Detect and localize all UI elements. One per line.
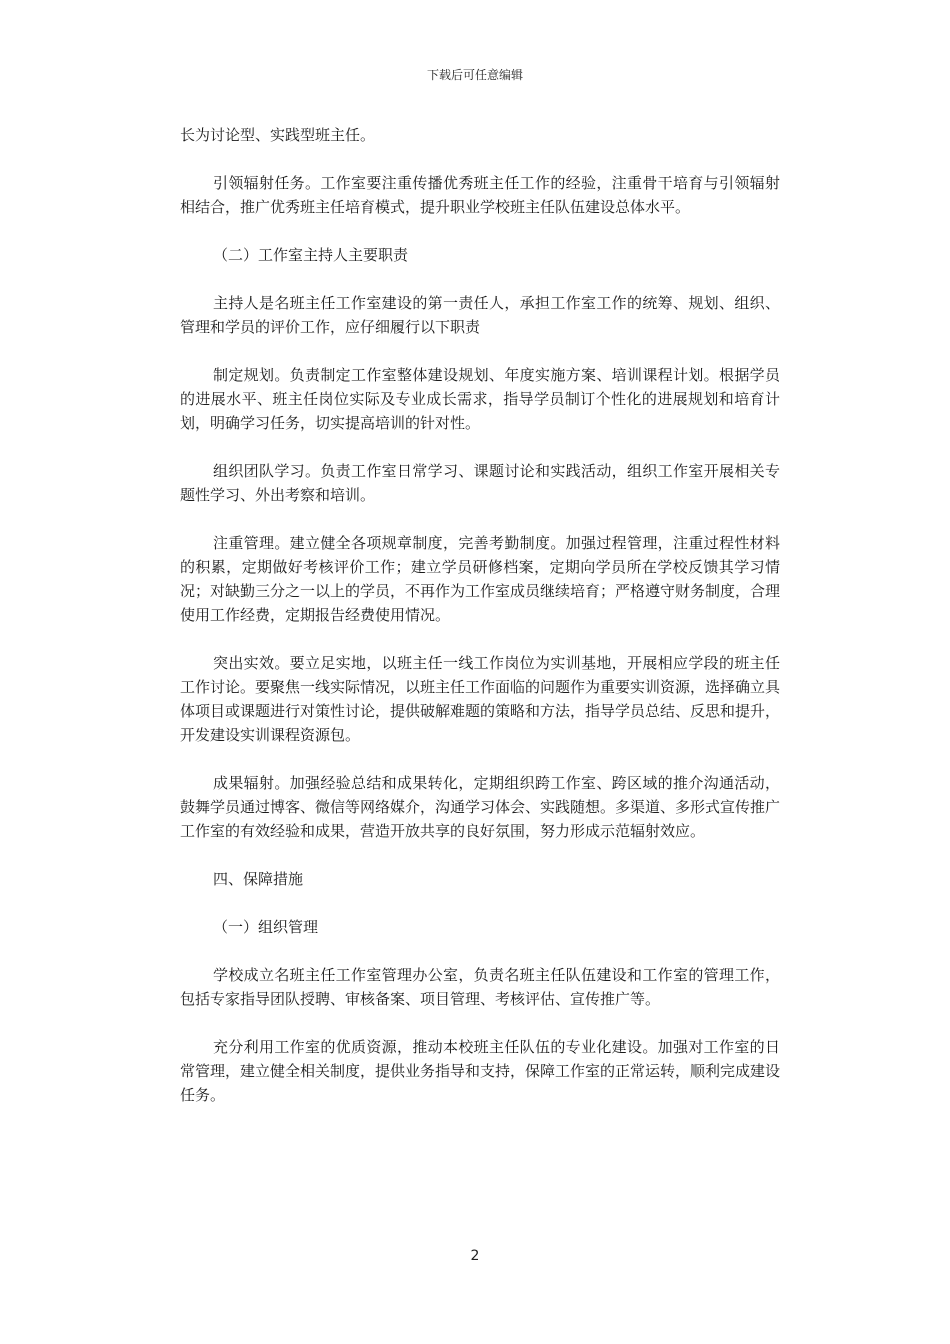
paragraph: 注重管理。建立健全各项规章制度，完善考勤制度。加强过程管理，注重过程性材料的积累，定期做好考核评价工作；建立学员研修档案，定期向学员所在学校反馈其学习情况；对缺勤三分之一以上的学员，不再作为工作室成员继续培育；严格遵守财务制度，合理使用工作经费，定期报告经费使用情况。 xyxy=(180,534,781,624)
paragraph: 学校成立名班主任工作室管理办公室，负责名班主任队伍建设和工作室的管理工作，包括专家指导团队授聘、审核备案、项目管理、考核评估、宣传推广等。 xyxy=(180,966,780,1008)
paragraph: 突出实效。要立足实地，以班主任一线工作岗位为实训基地，开展相应学段的班主任工作讨论。要聚焦一线实际情况，以班主任工作面临的问题作为重要实训资源，选择确立具体项目或课题进行对策性讨论，提供破解难题的策略和方法，指导学员总结、反思和提升，开发建设实训课程资源包。 xyxy=(180,654,781,744)
paragraph: 主持人是名班主任工作室建设的第一责任人，承担工作室工作的统筹、规划、组织、管理和学员的评价工作，应仔细履行以下职责 xyxy=(180,294,780,336)
paragraph: 制定规划。负责制定工作室整体建设规划、年度实施方案、培训课程计划。根据学员的进展水平、班主任岗位实际及专业成长需求，指导学员制订个性化的进展规划和培育计划，明确学习任务，切实提高培训的针对性。 xyxy=(180,366,780,432)
paragraph: 组织团队学习。负责工作室日常学习、课题讨论和实践活动，组织工作室开展相关专题性学习、外出考察和培训。 xyxy=(180,462,780,504)
document-body xyxy=(180,123,780,1131)
page-header: 下载后可任意编辑 xyxy=(426,68,523,82)
paragraph: 成果辐射。加强经验总结和成果转化，定期组织跨工作室、跨区域的推介沟通活动，鼓舞学员通过博客、微信等网络媒介，沟通学习体会、实践随想。多渠道、多形式宣传推广工作室的有效经验和成果，营造开放共享的良好氛围，努力形成示范辐射效应。 xyxy=(180,774,781,840)
paragraph: 长为讨论型、实践型班主任。 xyxy=(180,126,376,144)
page-number: 2 xyxy=(470,1248,480,1264)
paragraph: 引领辐射任务。工作室要注重传播优秀班主任工作的经验，注重骨干培育与引领辐射相结合，推广优秀班主任培育模式，提升职业学校班主任队伍建设总体水平。 xyxy=(180,174,780,216)
section-heading: 四、保障措施 xyxy=(213,870,304,888)
section-heading: （二）工作室主持人主要职责 xyxy=(213,246,409,264)
paragraph: 充分利用工作室的优质资源，推动本校班主任队伍的专业化建设。加强对工作室的日常管理，建立健全相关制度，提供业务指导和支持，保障工作室的正常运转，顺利完成建设任务。 xyxy=(180,1038,781,1104)
section-heading: （一）组织管理 xyxy=(213,918,319,936)
